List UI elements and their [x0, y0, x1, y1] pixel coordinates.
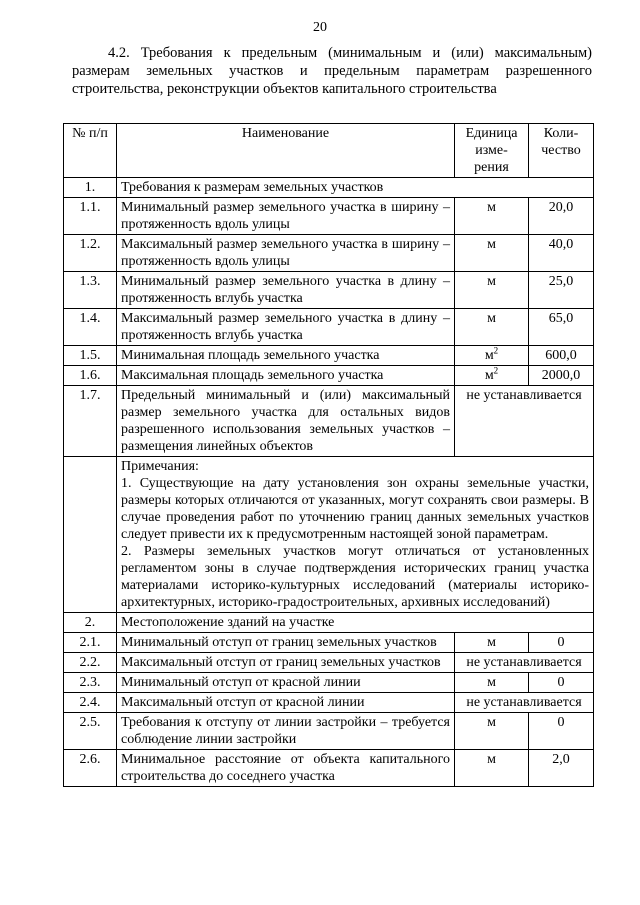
- row-number: 2.5.: [64, 713, 117, 750]
- row-unit: [455, 366, 529, 386]
- table-row: [64, 750, 594, 787]
- row-unit: м: [455, 309, 529, 346]
- row-unit: м: [455, 272, 529, 309]
- row-name: Требования к отступу от линии застройки – требуется соблюдение линии застройки: [117, 713, 455, 750]
- row-name: Максимальный отступ от красной линии: [117, 693, 455, 713]
- table-row: [64, 457, 594, 613]
- row-unit: м: [455, 713, 529, 750]
- row-name: Минимальный размер земельного участка в ширину – протяженность вдоль улицы: [117, 198, 455, 235]
- table-row: [64, 693, 594, 713]
- table-header-row: [64, 124, 594, 178]
- note-item: 2. Размеры земельных участков могут отличаться от установленных регламентом зоны в случае подтверждения исторических границ участка материалами историко-культурных исследований (материалы историко-архитектурных, историко-градостроительных, архивных исследований): [121, 544, 589, 610]
- table-row: [64, 713, 594, 750]
- row-number: 1.5.: [64, 346, 117, 366]
- unit-base: м: [484, 348, 494, 363]
- notes-cell: [117, 457, 594, 613]
- table-row: [64, 346, 594, 366]
- row-quantity: 25,0: [529, 272, 594, 309]
- row-name: Минимальная площадь земельного участка: [117, 346, 455, 366]
- table-row: [64, 309, 594, 346]
- notes-title: Примечания:: [121, 459, 199, 474]
- row-quantity: 0: [529, 633, 594, 653]
- row-unit: м: [455, 633, 529, 653]
- table-body: [64, 178, 594, 787]
- table-row: [64, 386, 594, 457]
- row-name: Максимальный размер земельного участка в длину – протяженность вглубь участка: [117, 309, 455, 346]
- section-title: Местоположение зданий на участке: [117, 613, 594, 633]
- header-unit: Единица изме-рения: [455, 124, 529, 178]
- row-quantity: 20,0: [529, 198, 594, 235]
- row-number: 1.6.: [64, 366, 117, 386]
- row-number: 1.1.: [64, 198, 117, 235]
- row-number: 1.7.: [64, 386, 117, 457]
- row-quantity: 0: [529, 673, 594, 693]
- row-number: 2.1.: [64, 633, 117, 653]
- unit-base: м: [484, 368, 494, 383]
- table-row: [64, 178, 594, 198]
- table-row: [64, 673, 594, 693]
- row-number: 2.2.: [64, 653, 117, 673]
- row-unit: м: [455, 198, 529, 235]
- row-name: Предельный минимальный и (или) максимальный размер земельного участка для остальных видов разрешенного использования земельных участков – размещения линейных объектов: [117, 386, 455, 457]
- row-name: Минимальный размер земельного участка в длину – протяженность вглубь участка: [117, 272, 455, 309]
- row-quantity: 0: [529, 713, 594, 750]
- row-number: 2.4.: [64, 693, 117, 713]
- row-number: 1.4.: [64, 309, 117, 346]
- header-qty: Коли-чество: [529, 124, 594, 178]
- row-number: 1.2.: [64, 235, 117, 272]
- row-value: не устанавливается: [455, 386, 594, 457]
- table-row: [64, 366, 594, 386]
- notes-number-cell: [64, 457, 117, 613]
- header-name: Наименование: [117, 124, 455, 178]
- row-quantity: 600,0: [529, 346, 594, 366]
- requirements-table: [63, 123, 594, 787]
- row-value: не устанавливается: [455, 653, 594, 673]
- row-name: Максимальная площадь земельного участка: [117, 366, 455, 386]
- unit-exponent: 2: [493, 345, 499, 356]
- unit-exponent: 2: [493, 365, 499, 376]
- row-unit: [455, 346, 529, 366]
- row-name: Минимальное расстояние от объекта капитального строительства до соседнего участка: [117, 750, 455, 787]
- table-row: [64, 633, 594, 653]
- row-number: 1.3.: [64, 272, 117, 309]
- row-unit: м: [455, 235, 529, 272]
- header-num: № п/п: [64, 124, 117, 178]
- row-number: 2.6.: [64, 750, 117, 787]
- row-quantity: 65,0: [529, 309, 594, 346]
- table-row: [64, 272, 594, 309]
- row-number: 1.: [64, 178, 117, 198]
- row-name: Максимальный размер земельного участка в ширину – протяженность вдоль улицы: [117, 235, 455, 272]
- row-name: Максимальный отступ от границ земельных участков: [117, 653, 455, 673]
- row-unit: м: [455, 673, 529, 693]
- row-number: 2.: [64, 613, 117, 633]
- section-title: Требования к размерам земельных участков: [117, 178, 594, 198]
- table-row: [64, 653, 594, 673]
- row-name: Минимальный отступ от границ земельных участков: [117, 633, 455, 653]
- section-heading: 4.2. Требования к предельным (минимальным и (или) максимальным) размерам земельных участков и предельным параметрам разрешенного строительства, реконструкции объектов капитального строительства: [72, 45, 592, 97]
- page-number: 20: [313, 20, 327, 35]
- table-row: [64, 613, 594, 633]
- row-quantity: 40,0: [529, 235, 594, 272]
- note-item: 1. Существующие на дату установления зон охраны земельные участки, размеры которых отличаются от указанных, могут сохранять свои размеры. В случае проведения работ по уточнению границ данных земельных участков следует привести их к предусмотренным настоящей зоной параметрам.: [121, 476, 589, 542]
- row-quantity: 2000,0: [529, 366, 594, 386]
- table-row: [64, 198, 594, 235]
- row-number: 2.3.: [64, 673, 117, 693]
- row-unit: м: [455, 750, 529, 787]
- row-value: не устанавливается: [455, 693, 594, 713]
- row-name: Минимальный отступ от красной линии: [117, 673, 455, 693]
- row-quantity: 2,0: [529, 750, 594, 787]
- table-row: [64, 235, 594, 272]
